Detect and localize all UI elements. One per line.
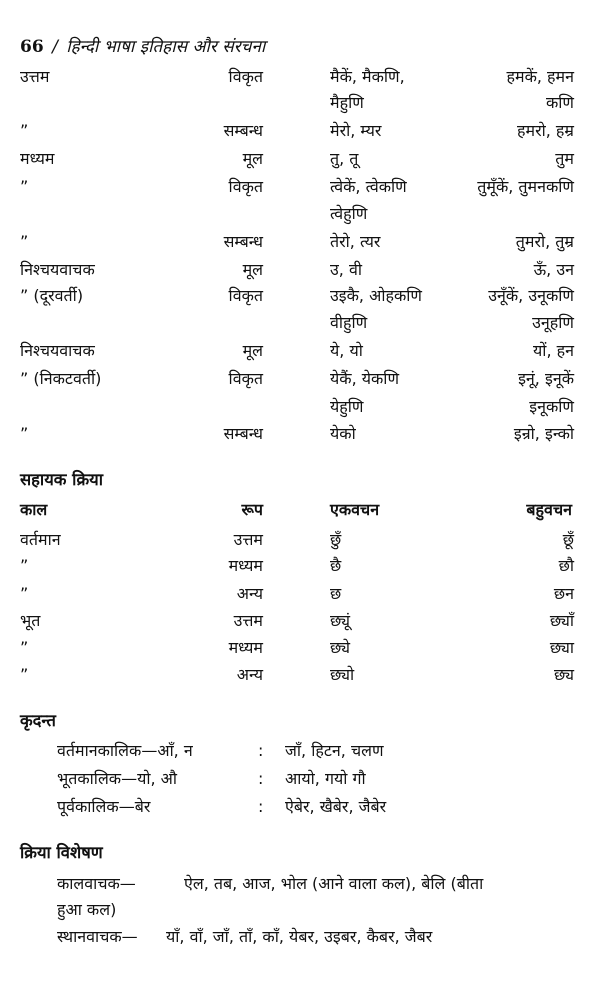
- row-plural-form: उनूँकें, उनूकणि: [488, 286, 574, 305]
- aux-singular: छ्यो: [330, 665, 355, 684]
- row-plural-form: हमरो, हम्र: [517, 121, 574, 140]
- adverb-time-examples-continued: हुआ कल): [57, 900, 117, 919]
- aux-plural: छन: [553, 584, 574, 603]
- row-plural-form: ऊँ, उन: [533, 260, 574, 279]
- row-plural-form: कणि: [545, 93, 574, 112]
- row-singular-form: येको: [330, 424, 356, 443]
- row-singular-form: येकैं, येकणि: [330, 369, 400, 388]
- row-singular-form: मैहुणि: [330, 93, 364, 112]
- row-plural-form: इनूं, इनूकें: [518, 369, 574, 388]
- row-case-label: विकृत: [228, 286, 263, 305]
- column-header-singular: एकवचन: [330, 500, 380, 519]
- participle-colon: :: [258, 769, 264, 788]
- participles-heading: कृदन्त: [20, 711, 56, 730]
- row-plural-form: तुम: [555, 149, 574, 168]
- row-case-label: मूल: [242, 149, 263, 168]
- adverb-time-examples: ऐल, तब, आज, भोल (आने वाला कल), बेलि (बीता: [184, 874, 484, 893]
- row-plural-form: तुमरो, तुम्र: [515, 232, 574, 251]
- row-case-label: मूल: [242, 260, 263, 279]
- aux-person: अन्य: [236, 665, 263, 684]
- adverb-place-label: स्थानवाचक—: [57, 927, 138, 946]
- row-case-label: विकृत: [228, 369, 263, 388]
- row-singular-form: वीहुणि: [330, 313, 368, 332]
- row-plural-form: उनूहणि: [532, 313, 574, 332]
- participle-type: वर्तमानकालिक—आँ, न: [57, 741, 193, 760]
- aux-tense: भूत: [20, 611, 41, 630]
- participle-colon: :: [258, 741, 264, 760]
- book-title: हिन्दी भाषा इतिहास और संरचना: [66, 37, 266, 57]
- aux-person: उत्तम: [233, 611, 263, 630]
- aux-plural: छ्याँ: [549, 611, 574, 630]
- participle-examples: ऐबेर, खैबेर, जैबेर: [285, 797, 387, 816]
- row-singular-form: त्वेहुणि: [330, 204, 368, 223]
- row-singular-form: उइकै, ओहकणि: [330, 286, 422, 305]
- row-person-label: उत्तम: [20, 67, 50, 86]
- row-plural-form: यों, हन: [533, 341, 574, 360]
- adverbs-heading: क्रिया विशेषण: [20, 843, 103, 862]
- adverb-place-examples: याँ, वाँ, जाँ, ताँ, काँ, येबर, उइबर, कैबर, जैबर: [166, 927, 433, 946]
- aux-singular: छ: [330, 584, 342, 603]
- page-header: [20, 34, 265, 57]
- column-header-form: रूप: [241, 500, 263, 519]
- aux-plural: छ्या: [549, 638, 574, 657]
- row-case-label: सम्बन्ध: [223, 424, 263, 443]
- row-singular-form: येहुणि: [330, 397, 364, 416]
- row-case-label: सम्बन्ध: [223, 121, 263, 140]
- row-singular-form: तु, तू: [330, 149, 359, 168]
- aux-singular: छुँ: [330, 530, 342, 549]
- row-person-label: ” (निकटवर्ती): [20, 369, 102, 388]
- aux-tense: ”: [20, 584, 29, 603]
- auxiliary-heading: सहायक क्रिया: [20, 470, 103, 489]
- row-person-label: निश्चयवाचक: [20, 341, 95, 360]
- aux-singular: छ्ये: [330, 638, 351, 657]
- row-case-label: मूल: [242, 341, 263, 360]
- aux-person: अन्य: [236, 584, 263, 603]
- row-singular-form: ये, यो: [330, 341, 363, 360]
- column-header-tense: काल: [20, 500, 48, 519]
- column-header-plural: बहुवचन: [526, 500, 572, 519]
- row-case-label: विकृत: [228, 177, 263, 196]
- row-person-label: ”: [20, 177, 29, 196]
- adverb-time-label: कालवाचक—: [57, 874, 136, 893]
- row-person-label: ”: [20, 121, 29, 140]
- aux-singular: छ्यूं: [330, 611, 351, 630]
- aux-singular: छै: [330, 556, 342, 575]
- aux-tense: ”: [20, 638, 29, 657]
- row-singular-form: त्वेकें, त्वेकणि: [330, 177, 407, 196]
- row-singular-form: मैकें, मैकणि,: [330, 67, 405, 86]
- row-case-label: सम्बन्ध: [223, 232, 263, 251]
- aux-tense: वर्तमान: [20, 530, 61, 549]
- aux-plural: छौ: [558, 556, 574, 575]
- row-singular-form: तेरो, त्यर: [330, 232, 381, 251]
- row-person-label: मध्यम: [20, 149, 55, 168]
- participle-type: भूतकालिक—यो, औ: [57, 769, 178, 788]
- row-person-label: निश्चयवाचक: [20, 260, 95, 279]
- participle-type: पूर्वकालिक—बेर: [57, 797, 151, 816]
- row-person-label: ”: [20, 232, 29, 251]
- row-person-label: ”: [20, 424, 29, 443]
- aux-tense: ”: [20, 665, 29, 684]
- row-plural-form: हमकें, हमन: [506, 67, 574, 86]
- aux-plural: छ्य: [553, 665, 574, 684]
- page-number: 66: [20, 37, 44, 57]
- participle-colon: :: [258, 797, 264, 816]
- aux-person: मध्यम: [228, 638, 263, 657]
- row-singular-form: उ, वी: [330, 260, 362, 279]
- participle-examples: आयो, गयो गौ: [285, 769, 366, 788]
- participle-examples: जाँ, हिटन, चलण: [285, 741, 384, 760]
- aux-person: मध्यम: [228, 556, 263, 575]
- aux-plural: छूँ: [562, 530, 574, 549]
- row-person-label: ” (दूरवर्ती): [20, 286, 84, 305]
- aux-tense: ”: [20, 556, 29, 575]
- row-case-label: विकृत: [228, 67, 263, 86]
- row-plural-form: इनूकणि: [529, 397, 574, 416]
- row-singular-form: मेरो, म्यर: [330, 121, 382, 140]
- aux-person: उत्तम: [233, 530, 263, 549]
- row-plural-form: तुमूँकें, तुमनकणि: [477, 177, 574, 196]
- header-separator: /: [52, 37, 58, 57]
- row-plural-form: इन्रो, इन्को: [513, 424, 574, 443]
